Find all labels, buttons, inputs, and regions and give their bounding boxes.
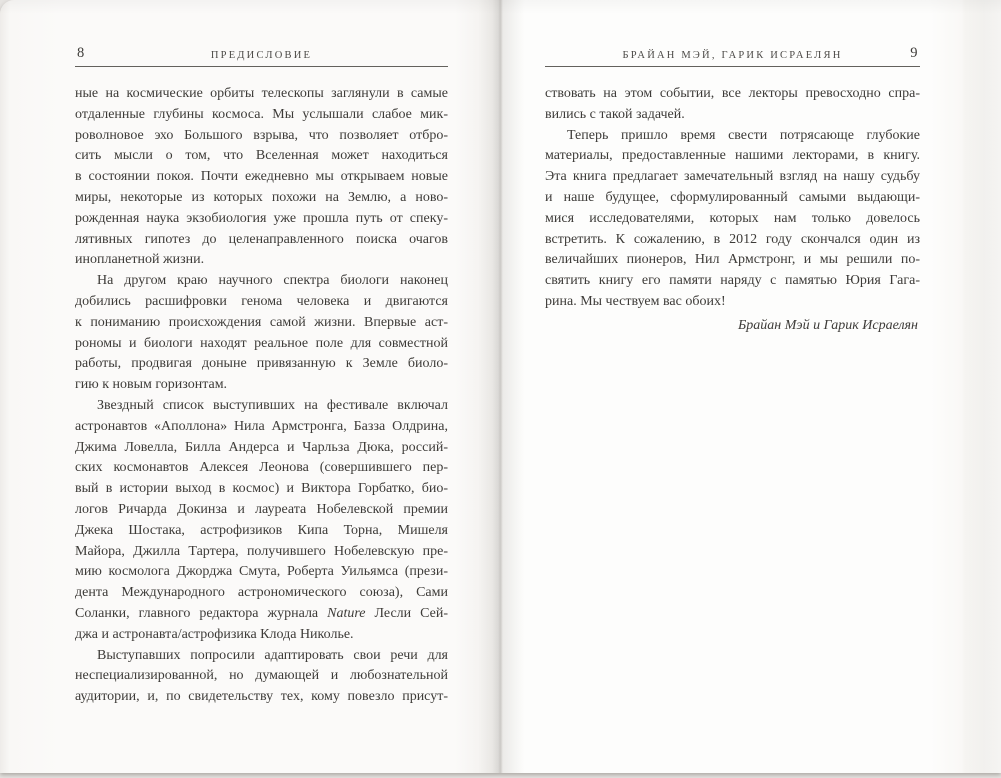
page-left [0,0,500,773]
text-line: дента Международного астрономического союза), Сами [75,585,448,601]
paragraph [75,84,448,271]
text-line: сить мысли о том, что Вселенная может находиться [75,148,448,164]
running-head-title-left: ПРЕДИСЛОВИЕ [210,50,313,61]
text-line: вый в истории выход в космос) и Виктора Горбатко, био- [75,481,448,497]
paragraph [75,646,448,708]
text-line: отдаленные глубины космоса. Мы услышали слабое мик- [75,106,448,122]
text-line: в состоянии покоя. Почти ежедневно мы открываем новые [75,169,448,185]
paragraph [75,396,448,646]
text-line: астронавтов «Аполлона» Нила Армстронга, Базза Олдрина, [75,418,448,434]
running-header-left [75,41,448,67]
text-line: ствовать на этом событии, все лекторы превосходно спра- [545,86,920,101]
text-line: к пониманию происхождения самой жизни. Впервые аст- [75,314,448,330]
text-segment: Лесли Сей- [365,605,449,621]
text-line: рожденная наука экзобиология уже прошла путь от спеку- [75,210,448,226]
page-number-left: 8 [77,45,85,61]
text-line: мися исследователями, которых нам только довелось [545,210,920,226]
text-line [75,604,448,625]
running-head-title-right: БРАЙАН МЭЙ, ГАРИК ИСРАЕЛЯН [622,50,843,61]
text-line: Звездный список выступивших на фестивале включал [97,397,448,413]
text-line: Джека Шостака, астрофизиков Кипа Торна, Мишеля [75,522,448,538]
right-page-paragraphs [545,84,920,313]
text-line: роволновое эхо Большого взрыва, что позволяет отбро- [75,127,448,143]
page-number-right: 9 [910,45,918,61]
running-header-right [545,41,920,67]
text-line: ских космонавтов Алексея Леонова (совершившего пер- [75,460,448,476]
text-line: неспециализированной, но думающей и любознательной [75,668,448,684]
text-line: джа и астронавта/астрофизика Клода Николье. [75,626,354,642]
text-line: Выступавших попросили адаптировать свои речи для [97,647,448,663]
text-line: работы, продвигая доныне привязанную к Земле биоло- [75,356,448,372]
text-line: На другом краю научного спектра биологи наконец [97,273,448,289]
text-line: Майора, Джилла Тартера, получившего Нобелевскую пре- [75,543,448,559]
text-line: Теперь пришло время свести потрясающе глубокие [567,127,920,143]
text-line: лятивных гипотез до целенаправленного поиска очагов [75,231,448,247]
text-line: и наше будущее, сформулированный самыми выдающи- [545,189,920,205]
text-line: величайших пионеров, Нил Армстронг, и мы решили по- [545,252,920,268]
text-line: гию к новым горизонтам. [75,377,228,393]
paragraph [75,271,448,396]
text-line: логов Ричарда Докинза и лауреата Нобелевской премии [75,501,448,517]
page-right [500,0,1001,773]
text-line: вились с такой задачей. [545,106,685,122]
text-line: ные на космические орбиты телескопы заглянули в самые [75,86,448,101]
text-line: инопланетной жизни. [75,252,205,268]
author-signature: Брайан Мэй и Гарик Исраелян [738,317,918,333]
text-line: материалы, предоставленные нашими лекторами, в книгу. [545,148,920,164]
text-segment-italic: Nature [327,605,366,621]
text-line: Джима Ловелла, Билла Андерса и Чарльза Дюка, россий- [75,439,448,455]
text-line: Эта книга предлагает замечательный взгляд на нашу судьбу [545,169,920,185]
text-segment: Соланки, главного редактора журнала [75,605,328,621]
text-line: встретить. К сожалению, в 2012 году скончался один из [545,231,920,247]
text-line: святить книгу его памяти наряду с памятью Юрия Гага- [545,273,920,289]
text-line: рономы и биологи находят реальное поле для совместной [75,335,448,351]
text-line: аудитории, и, по свидетельству тех, кому повезло присут- [75,689,448,705]
page-body-right [545,84,920,337]
text-line: добились расшифровки генома человека и двигаются [75,293,448,309]
text-line: мию космолога Джорджа Смута, Роберта Уильямса (прези- [75,564,448,580]
page-body-left [75,84,448,708]
paragraph [545,84,920,126]
text-line: миры, некоторые из которых похожи на Землю, а ново- [75,189,448,205]
paragraph [545,126,920,313]
text-line: рина. Мы чествуем вас обоих! [545,293,726,309]
